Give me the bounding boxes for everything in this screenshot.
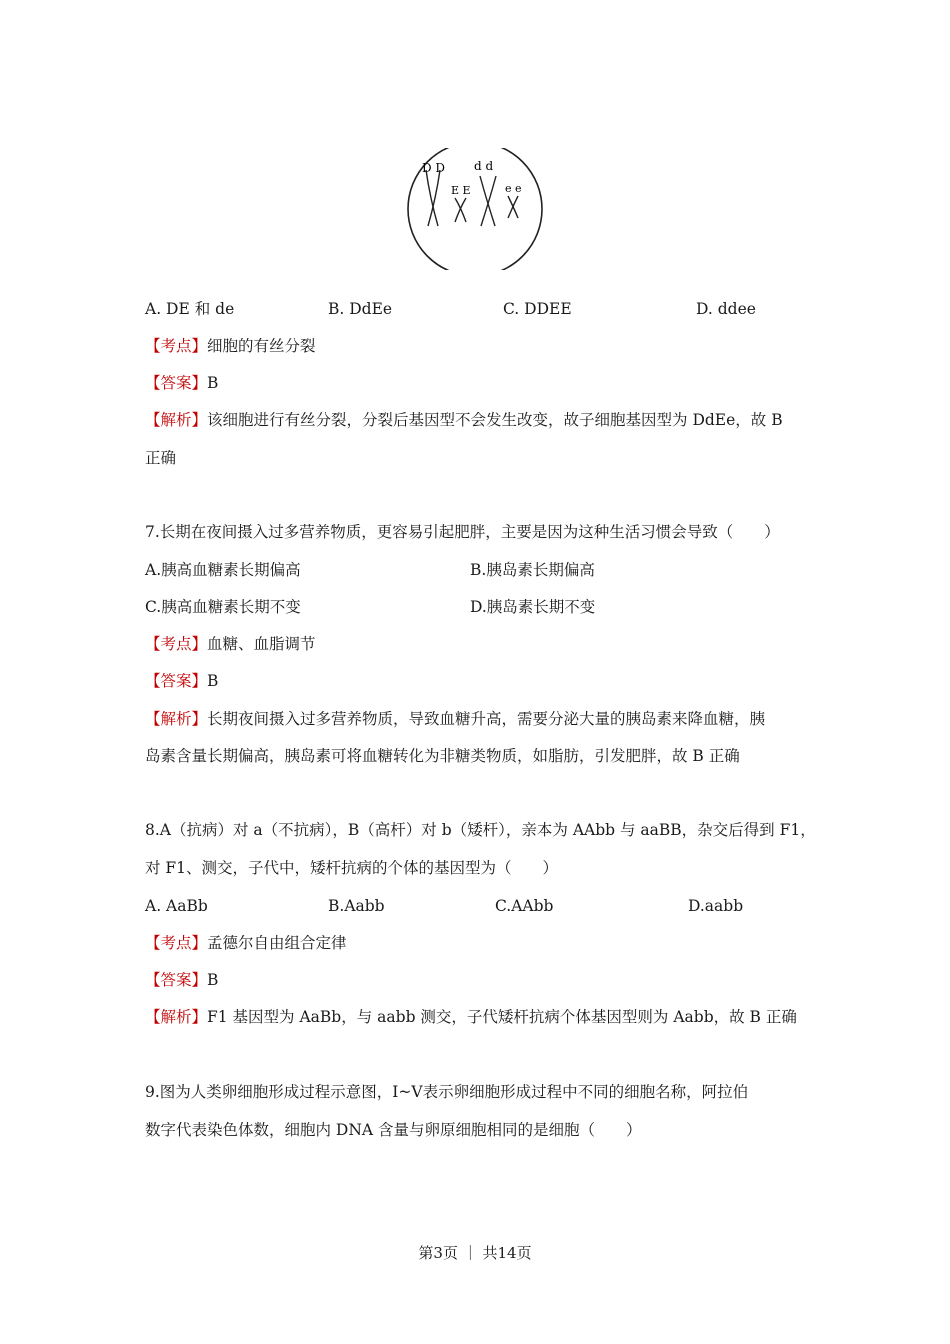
q8-kaodian [145,933,347,953]
chromosome-dd-lower [480,176,496,226]
q7-kaodian [145,634,316,654]
q7-jiexi-line2: 岛素含量长期偏高，胰岛素可将血糖转化为非糖类物质，如脂肪，引发肥胖，故 B 正确 [145,747,740,765]
q7-answer [145,671,218,691]
q8-jiexi [145,1007,797,1027]
q6-answer [145,373,218,393]
page-footer: 第3页 ｜ 共14页 [418,1244,532,1262]
q8-option-a: A. AaBb [145,897,208,915]
q8-option-d: D.aabb [688,897,744,915]
q6-option-d: D. ddee [696,300,756,318]
jiexi-text: 该细胞进行有丝分裂，分裂后基因型不会发生改变，故子细胞基因型为 DdEe，故 B [207,411,783,429]
q6-jiexi-line1 [145,410,783,430]
answer-text: B [207,374,219,392]
chromosome-dd-upper [426,170,440,226]
label-EE: E E [451,184,471,197]
q7-jiexi-line1 [145,709,765,729]
chromosome-ee-lower [508,196,518,218]
kaodian-text: 孟德尔自由组合定律 [207,934,347,952]
q6-kaodian [145,336,316,356]
jiexi-tag: 【解析】 [145,710,208,728]
q8-answer [145,970,218,990]
answer-tag: 【答案】 [145,672,208,690]
jiexi-text: F1 基因型为 AaBb，与 aabb 测交，子代矮杆抗病个体基因型则为 Aabb，故 B 正确 [207,1008,797,1026]
q6-option-b: B. DdEe [328,300,393,318]
cell-diagram [400,148,550,270]
kaodian-text: 血糖、血脂调节 [207,635,316,653]
q6-option-c: C. DDEE [503,300,572,318]
answer-tag: 【答案】 [145,971,208,989]
label-ee: e e [505,182,522,195]
q7-option-b: B.胰岛素长期偏高 [470,561,595,579]
chromosome-ee-upper [455,198,466,222]
kaodian-text: 细胞的有丝分裂 [207,337,316,355]
q7-stem: 7.长期在夜间摄入过多营养物质，更容易引起肥胖，主要是因为这种生活习惯会导致（ ） [145,523,780,541]
q7-option-c: C.胰高血糖素长期不变 [145,598,301,616]
label-DD: D D [422,161,446,175]
q8-stem-line1: 8.A（抗病）对 a（不抗病），B（高杆）对 b（矮杆），亲本为 AAbb 与 aaBB，杂交后得到 F1， [145,821,816,839]
label-dd: d d [474,159,494,173]
q8-option-b: B.Aabb [328,897,385,915]
kaodian-tag: 【考点】 [145,337,208,355]
kaodian-tag: 【考点】 [145,635,208,653]
q8-option-c: C.AAbb [495,897,554,915]
q6-option-a: A. DE 和 de [145,300,235,318]
q7-option-a: A.胰高血糖素长期偏高 [145,561,301,579]
answer-text: B [207,672,219,690]
jiexi-text: 长期夜间摄入过多营养物质，导致血糖升高，需要分泌大量的胰岛素来降血糖，胰 [207,710,766,728]
answer-text: B [207,971,219,989]
q7-option-d: D.胰岛素长期不变 [470,598,596,616]
answer-tag: 【答案】 [145,374,208,392]
kaodian-tag: 【考点】 [145,934,208,952]
jiexi-tag: 【解析】 [145,411,208,429]
q6-jiexi-line2: 正确 [145,449,177,467]
q9-stem-line1: 9.图为人类卵细胞形成过程示意图，Ⅰ~Ⅴ表示卵细胞形成过程中不同的细胞名称，阿拉伯 [145,1083,749,1101]
q9-stem-line2: 数字代表染色体数，细胞内 DNA 含量与卵原细胞相同的是细胞（ ） [145,1121,642,1139]
jiexi-tag: 【解析】 [145,1008,208,1026]
q8-stem-line2: 对 F1、测交，子代中，矮杆抗病的个体的基因型为（ ） [145,859,559,877]
